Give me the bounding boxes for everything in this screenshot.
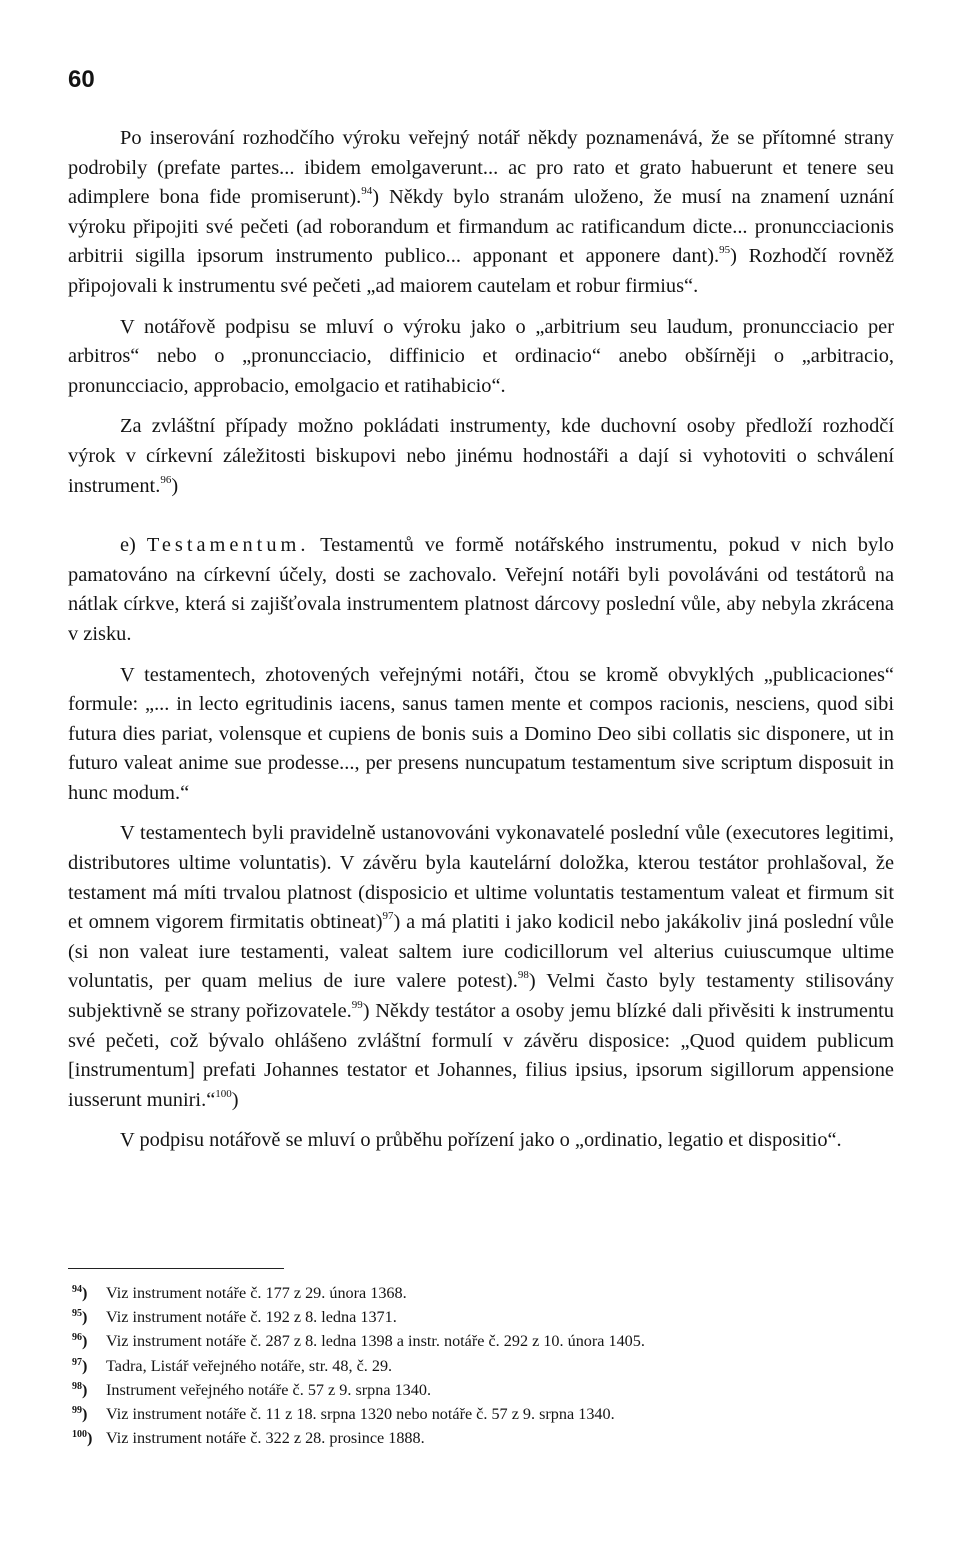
footnote-number: 96 (72, 1332, 82, 1344)
footnote-mark: $^{99}$) (72, 1405, 88, 1424)
note-ref: 96 (160, 473, 172, 486)
paragraph (68, 1126, 894, 1156)
footnote-number: 94 (72, 1284, 82, 1295)
footnote-mark: $^{95}$) (72, 1308, 88, 1327)
note-ref: 94 (361, 185, 373, 198)
footnote (72, 1426, 896, 1450)
paragraph-text: Někdy bylo stranám uloženo, že musí na znamení uznání výroku připojiti své pečeti (ad roborandum et firmandum ac ratificandum dicte... pronuncciacionis arbitrii sigilla ipsorum instrumento publico... apponant et apponere dant). (68, 186, 894, 268)
footnote-mark: $^{96}$) (72, 1332, 88, 1351)
paragraph (68, 661, 894, 809)
footnote-text: Tadra, Listář veřejného notáře, str. 48, č. 29. (106, 1356, 393, 1375)
section-heading: Testamentum. (146, 534, 310, 557)
footnote-text: Viz instrument notáře č. 287 z 8. ledna 1398 a instr. notáře č. 292 z 10. února 1405. (106, 1332, 645, 1351)
footnote-text: Viz instrument notáře č. 11 z 18. srpna 1320 nebo notáře č. 57 z 9. srpna 1340. (106, 1405, 615, 1424)
footnote-number: 100 (72, 1429, 87, 1441)
footnote (72, 1305, 896, 1329)
footnote (72, 1281, 896, 1305)
footnote-text: Viz instrument notáře č. 177 z 29. února 1368. (106, 1284, 407, 1302)
note-ref: 99 (351, 999, 363, 1012)
paragraph-text: V testamentech byli pravidelně ustanovováni vykonavatelé poslední vůle (executores legitimi, distributores ultime voluntatis). V závěru byla kautelární doložka, kterou testátor prohlašoval, že testament má míti trvalou platnost (disposicio et ultime voluntatis testamentum valeat et firmum sit et omnem vigorem firmitatis obtineat) (68, 822, 894, 934)
paragraph-text: a má platiti i jako kodicil nebo jakákoliv jiná poslední vůle (si non valeat iure testamenti, valeat saltem iure codicillorum vel alterius cuiuscumque ultime voluntatis, per quam melius de iure valere potest). (68, 911, 894, 993)
footnote (72, 1402, 896, 1426)
paragraph: V testamentech byli pravidelně ustanovováni vykonavatelé poslední vůle (executores legitimi, distributores ultime voluntatis). V závěru byla kautelární doložka, kterou testátor prohlašoval, že testament má míti trvalou platnost (disposicio et ultime voluntatis testamentum valeat et firmum sit et omnem vigorem firmitatis obtineat)$^{97}$) a má platiti i jako kodicil nebo jakákoliv jiná poslední vůle (si non valeat iure testamenti, valeat saltem iure codicillorum vel alterius cuiuscumque ultime voluntatis, per quam melius de iure valere potest).$^{98}$) Velmi často byly testamenty stilisovány subjektivně se strany pořizovatele.$^{99}$) Někdy testátor a osoby jemu blízké dali přivěsiti k instrumentu své pečeti, což bývalo ohlášeno zvláštní formulí v závěru disposice: „Quod quidem publicum [instrumentum] prefati Johannes testator et Johannes, filius ipsius, ipsorum sigillorum appensione iusserunt muniri.“$^{100}$) (68, 822, 894, 1111)
paragraph-text: Za zvláštní případy možno pokládati instrumenty, kde duchovní osoby předloží rozhodčí výrok v církevní záležitosti biskupovi nebo jinému hodnostáři a dají si vyhotoviti o schválení instrument. (68, 415, 894, 497)
paragraph: Po inserování rozhodčího výroku veřejný notář někdy poznamenává, že se přítomné strany podrobily (prefate partes... ibidem emolgaverunt... ac pro rato et grato habuerunt et tenere seu adimplere bona fide promiserunt).$^{94}$) Někdy bylo stranám uloženo, že musí na znamení uznání výroku připojiti své pečeti (ad roborandum et firmandum ac ratificandum dicte... pronuncciacionis arbitrii sigilla ipsorum instrumento publico... apponant et apponere dant).$^{95}$) Rozhodčí rovněž připojovali k instrumentu své pečeti „ad maiorem cautelam et robur firmius“. (68, 127, 894, 297)
section-letter: e) (120, 534, 136, 557)
footnotes (72, 1281, 896, 1450)
footnote-number: 99 (72, 1405, 82, 1417)
footnote-number: 97 (72, 1356, 82, 1368)
footnote-mark: $^{100}$) (72, 1429, 93, 1448)
note-ref: 95 (719, 244, 731, 257)
section-paragraph (68, 531, 894, 649)
paragraph-text: Velmi často byly testamenty stilisovány subjektivně se strany pořizovatele. (68, 970, 894, 1023)
note-ref: 100 (215, 1087, 232, 1100)
paragraph-text: Testamentů ve formě notářského instrumentu, pokud v nich bylo pamatováno na církevní účely, dosti se zachovalo. Veřejní notáři byli povoláváni od testátorů na nátlak církve, která si zajišťovala instrumentem platnost dárcovy poslední vůle, aby nebyla zkrácena v zisku. (68, 534, 895, 645)
paragraph-text: Rozhodčí rovněž připojovali k instrumentu své pečeti „ad maiorem cautelam et robur firmius“. (68, 245, 894, 297)
footnote-text: Viz instrument notáře č. 192 z 8. ledna 1371. (106, 1308, 397, 1327)
footnote (72, 1378, 896, 1402)
footnote-text: Viz instrument notáře č. 322 z 28. prosince 1888. (106, 1429, 425, 1448)
paragraph-text: V notářově podpisu se mluví o výroku jako o „arbitrium seu laudum, pronuncciacio per arbitros“ nebo o „pronuncciacio, diffinicio et ordinacio“ anebo obšírněji o „arbitracio, pronuncciacio, approbacio, emolgacio et ratihabicio“. (68, 315, 894, 397)
footnote-mark: $^{94}$) (72, 1284, 88, 1302)
footnote (72, 1354, 896, 1378)
footnote-divider (68, 1268, 284, 1269)
page-number: 60 (68, 66, 95, 93)
footnote (72, 1329, 896, 1353)
footnote-text: Instrument veřejného notáře č. 57 z 9. srpna 1340. (106, 1380, 431, 1399)
paragraph (68, 313, 894, 402)
paragraph-text: Po inserování rozhodčího výroku veřejný notář někdy poznamenává, že se přítomné strany podrobily (prefate partes... ibidem emolgaverunt... ac pro rato et grato habuerunt et tenere seu adimplere bona fide promiserunt). (68, 127, 894, 209)
footnote-mark: $^{97}$) (72, 1356, 88, 1375)
footnote-mark: $^{98}$) (72, 1380, 88, 1399)
footnote-number: 98 (72, 1380, 82, 1392)
footnote-number: 95 (72, 1308, 82, 1320)
paragraph-text: V podpisu notářově se mluví o průběhu pořízení jako o „ordinatio, legatio et dispositio“. (120, 1129, 842, 1152)
paragraph-text: Někdy testátor a osoby jemu blízké dali přivěsiti k instrumentu své pečeti, což bývalo ohlášeno zvláštní formulí v závěru disposice: „Quod quidem publicum [instrumentum] prefati Johannes testator et Johannes, filius ipsius, ipsorum sigillorum appensione iusserunt muniri.“ (68, 1000, 894, 1111)
paragraph: Za zvláštní případy možno pokládati instrumenty, kde duchovní osoby předloží rozhodčí výrok v církevní záležitosti biskupovi nebo jinému hodnostáři a dají si vyhotoviti o schválení instrument.$^{96}$) (68, 415, 894, 497)
note-ref: 98 (517, 969, 529, 982)
paragraph-text: V testamentech, zhotovených veřejnými notáři, čtou se kromě obvyklých „publicaciones“ formule: „... in lecto egritudinis iacens, sanus tamen mente et compos racionis, nesciens, quod sibi futura dies pariat, volensque et cupiens de bonis suis a Domino Deo sibi collatis sic disponere, ut in futuro valeat anime sue prodesse..., per presens nuncupatum testamentum sive scriptum disposuit in hunc modum.“ (68, 663, 894, 804)
body-text (68, 124, 894, 1167)
note-ref: 97 (382, 910, 394, 923)
